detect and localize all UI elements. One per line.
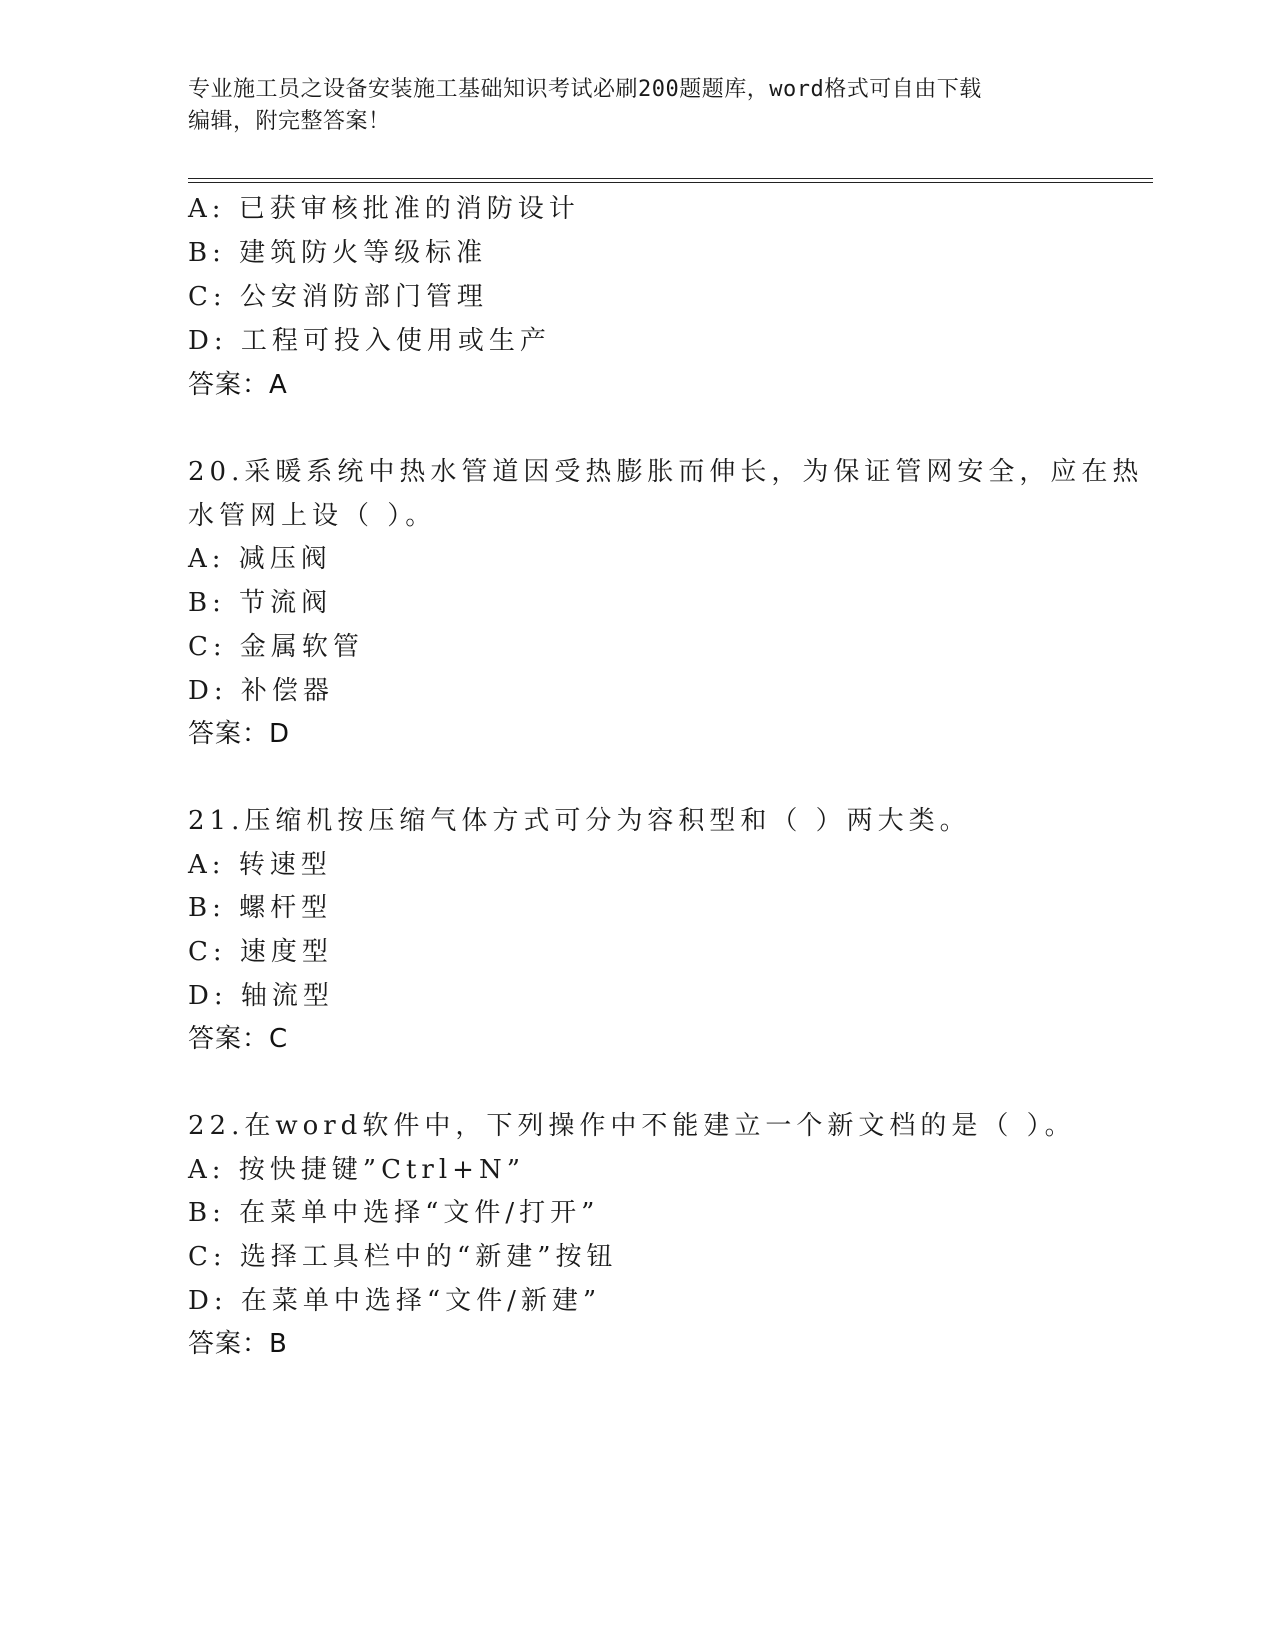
q22-answer: 答案：B [188,1329,288,1359]
q19-option-c: C: 公安消防部门管理 [188,282,488,312]
header-divider-bottom [188,182,1153,183]
q20-option-d: D: 补偿器 [188,676,334,706]
q20-option-c: C: 金属软管 [188,632,364,662]
q19-option-b: B: 建筑防火等级标准 [188,238,488,268]
q20-question-line-1: 20.采暖系统中热水管道因受热膨胀而伸长，为保证管网安全，应在热 [188,457,1144,487]
q20-option-a: A: 减压阀 [188,544,332,574]
q19-answer: 答案：A [188,370,288,400]
q20-answer: 答案：D [188,719,291,749]
header-line-2: 编辑，附完整答案！ [188,109,391,134]
q20-option-b: B: 节流阀 [188,588,333,618]
header-divider-top [188,178,1153,179]
q22-question-line-1: 22.在word软件中，下列操作中不能建立一个新文档的是（ ）。 [188,1111,1076,1141]
q22-option-d: D: 在菜单中选择“文件/新建” [188,1286,602,1316]
q21-question-line-1: 21.压缩机按压缩气体方式可分为容积型和（ ）两大类。 [188,806,971,836]
q20-question-line-2: 水管网上设（ ）。 [188,501,437,531]
q21-option-a: A: 转速型 [188,850,332,880]
q22-option-a: A: 按快捷键”Ctrl+N” [188,1155,526,1185]
header-line-1: 专业施工员之设备安装施工基础知识考试必刷200题题库，word格式可自由下载 [188,77,982,102]
q19-option-d: D: 工程可投入使用或生产 [188,326,551,356]
q21-answer: 答案：C [188,1024,289,1054]
q22-option-b: B: 在菜单中选择“文件/打开” [188,1198,600,1228]
q21-option-d: D: 轴流型 [188,981,334,1011]
document-header [188,74,1068,138]
q21-option-c: C: 速度型 [188,937,333,967]
q19-option-a: A: 已获审核批准的消防设计 [188,194,580,224]
q22-option-c: C: 选择工具栏中的“新建”按钮 [188,1242,618,1272]
q21-option-b: B: 螺杆型 [188,893,333,923]
